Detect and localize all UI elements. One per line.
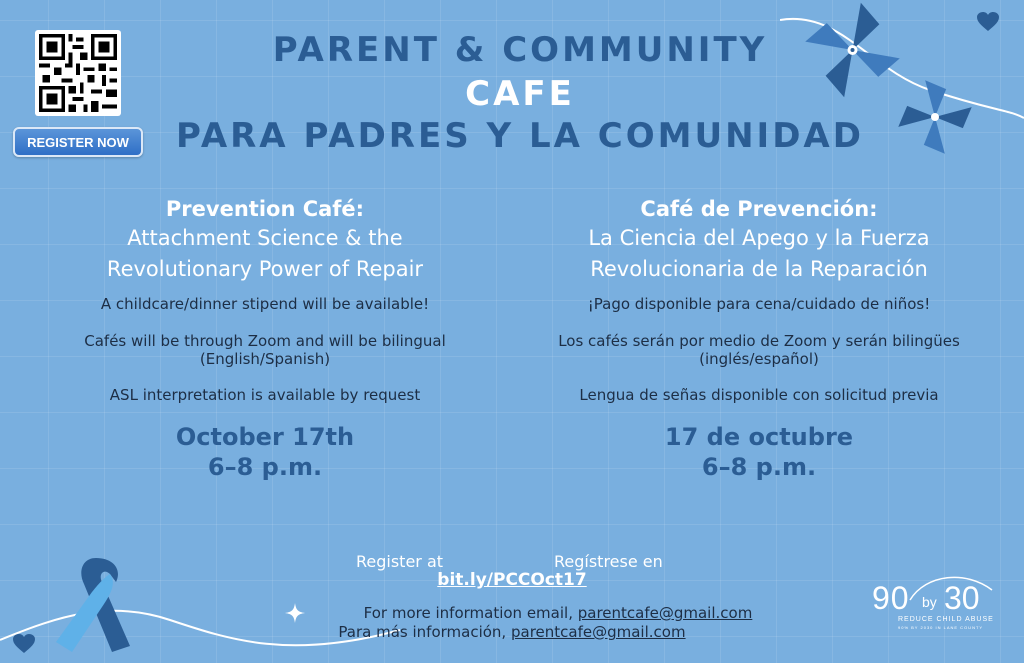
spanish-stipend: ¡Pago disponible para cena/cuidado de niños! bbox=[587, 295, 931, 313]
register-at-label: Register at bbox=[356, 552, 444, 571]
spanish-subtitle-line2: Revolucionaria de la Reparación bbox=[590, 257, 928, 281]
registrese-en-label: Regístrese en bbox=[554, 552, 663, 571]
spanish-zoom-line1: Los cafés serán por medio de Zoom y serán bilingües bbox=[558, 332, 960, 350]
spanish-zoom-line2: (inglés/español) bbox=[699, 350, 819, 368]
heart-icon bbox=[977, 12, 999, 32]
email-link-es[interactable]: parentcafe@gmail.com bbox=[510, 623, 686, 641]
spanish-date: 17 de octubre bbox=[664, 423, 854, 451]
contact-es-prefix: Para más información, bbox=[338, 623, 511, 641]
register-now-button[interactable]: REGISTER NOW bbox=[13, 127, 143, 157]
title-line1: PARENT & COMMUNITY bbox=[272, 30, 768, 70]
logo-by: by bbox=[922, 594, 937, 610]
qr-code[interactable] bbox=[35, 30, 121, 116]
english-zoom-line2: (English/Spanish) bbox=[199, 350, 331, 368]
title-line3: PARA PADRES Y LA COMUNIDAD bbox=[176, 116, 864, 156]
logo-num1: 90 bbox=[872, 580, 910, 616]
english-subtitle-line1: Attachment Science & the bbox=[127, 226, 403, 250]
english-column bbox=[25, 195, 505, 482]
logo-subtag: 90% BY 2030 IN LANE COUNTY bbox=[898, 625, 984, 630]
qr-code-icon bbox=[39, 34, 117, 112]
contact-info-en bbox=[0, 604, 1024, 623]
registration-link[interactable]: bit.ly/PCCOct17 bbox=[437, 570, 587, 590]
spanish-asl: Lengua de señas disponible con solicitud previa bbox=[579, 386, 939, 404]
english-asl: ASL interpretation is available by request bbox=[109, 386, 421, 404]
english-date: October 17th bbox=[175, 423, 355, 451]
contact-info-es bbox=[0, 623, 1024, 642]
english-time: 6–8 p.m. bbox=[207, 453, 323, 481]
english-heading: Prevention Café: bbox=[165, 197, 365, 221]
contact-en-prefix: For more information email, bbox=[363, 604, 578, 622]
english-subtitle-line2: Revolutionary Power of Repair bbox=[106, 257, 424, 281]
english-zoom-line1: Cafés will be through Zoom and will be bilingual bbox=[84, 332, 446, 350]
title-line2: CAFE bbox=[465, 74, 575, 114]
logo-tagline: REDUCE CHILD ABUSE bbox=[898, 616, 994, 623]
email-link-en[interactable]: parentcafe@gmail.com bbox=[577, 604, 753, 622]
spanish-subtitle-line1: La Ciencia del Apego y la Fuerza bbox=[588, 226, 930, 250]
spanish-heading: Café de Prevención: bbox=[640, 197, 878, 221]
spanish-column bbox=[519, 195, 999, 482]
english-stipend: A childcare/dinner stipend will be available! bbox=[100, 295, 430, 313]
spanish-time: 6–8 p.m. bbox=[701, 453, 817, 481]
90by30-logo bbox=[872, 572, 996, 632]
contact-info bbox=[0, 604, 1024, 642]
logo-num2: 30 bbox=[944, 580, 980, 616]
